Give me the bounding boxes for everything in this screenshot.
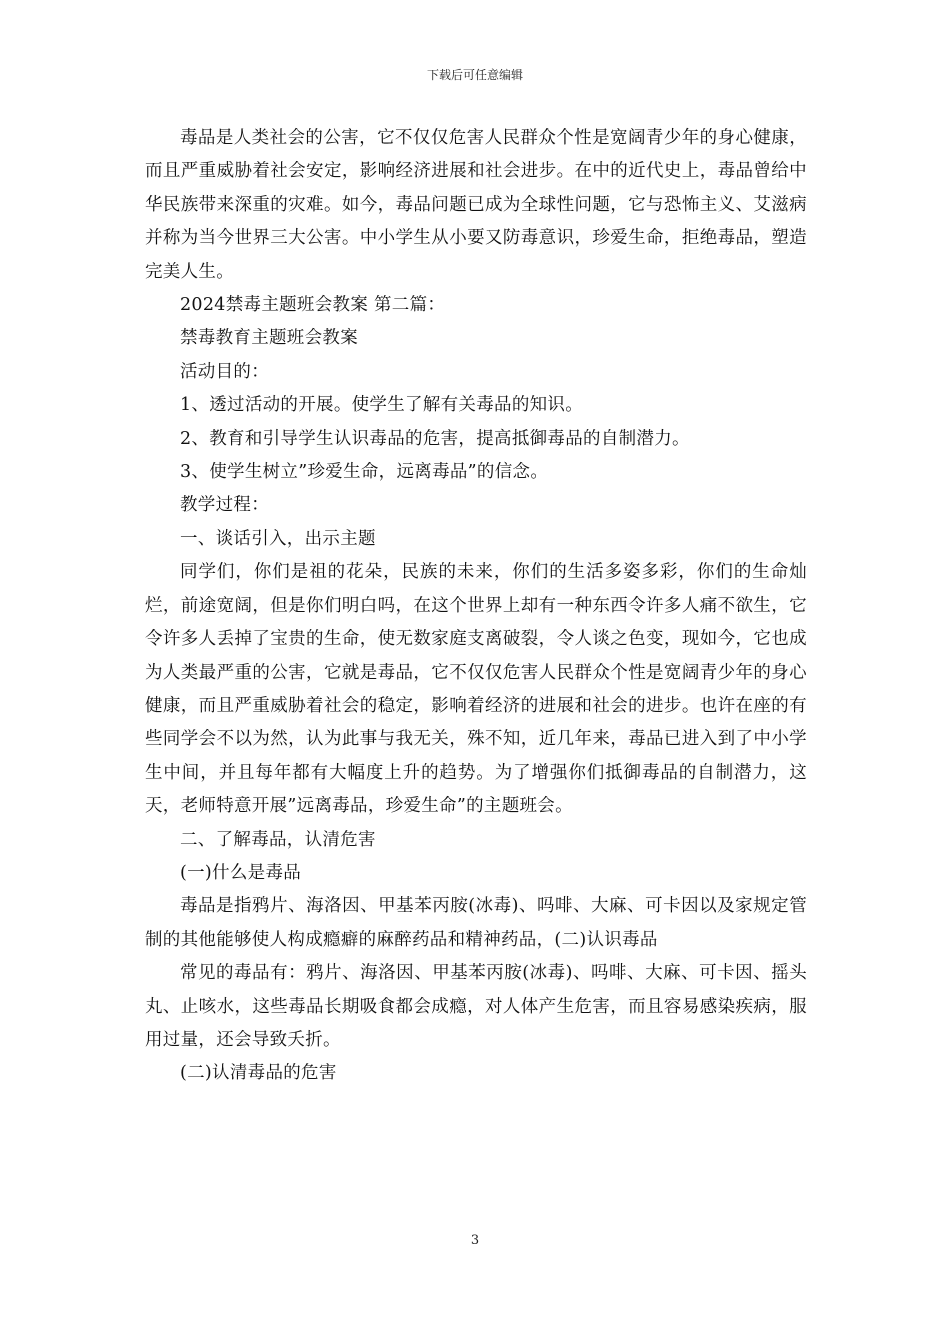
paragraph: 禁毒教育主题班会教案 bbox=[180, 328, 358, 349]
paragraph: 毒品是人类社会的公害，它不仅仅危害人民群众个性是宽阔青少年的身心健康，而且严重威胁着社会安定，影响经济进展和社会进步。在中的近代史上，毒品曾给中华民族带来深重的灾难。如今，毒品问题已成为全球性问题，它与恐怖主义、艾滋病并称为当今世界三大公害。中小学生从小要又防毒意识，珍爱生命，拒绝毒品，塑造完美人生。 bbox=[145, 128, 807, 282]
paragraph: 3、使学生树立”珍爱生命，远离毒品”的信念。 bbox=[180, 462, 549, 483]
paragraph: 教学过程： bbox=[180, 495, 269, 516]
paragraph: 同学们，你们是祖的花朵，民族的未来，你们的生活多姿多彩，你们的生命灿烂，前途宽阔，但是你们明白吗，在这个世界上却有一种东西令许多人痛不欲生，它令许多人丢掉了宝贵的生命，使无数家庭支离破裂，令人谈之色变，现如今，它也成为人类最严重的公害，它就是毒品，它不仅仅危害人民群众个性是宽阔青少年的身心健康，而且严重威胁着社会的稳定，影响着经济的进展和社会的进步。也许在座的有些同学会不以为然，认为此事与我无关，殊不知，近几年来，毒品已进入到了中小学生中间，并且每年都有大幅度上升的趋势。为了增强你们抵御毒品的自制潜力，这天，老师特意开展”远离毒品，珍爱生命”的主题班会。 bbox=[145, 562, 807, 817]
page-number: 3 bbox=[470, 1233, 480, 1248]
paragraph: 2024禁毒主题班会教案 第二篇： bbox=[180, 295, 446, 316]
paragraph: (一)什么是毒品 bbox=[180, 862, 302, 883]
header-note: 下载后可任意编辑 bbox=[426, 68, 523, 82]
paragraph: 一、谈话引入，出示主题 bbox=[180, 528, 376, 549]
document-body bbox=[145, 122, 807, 1091]
paragraph: 常见的毒品有：鸦片、海洛因、甲基苯丙胺(冰毒)、吗啡、大麻、可卡因、摇头丸、止咳水，这些毒品长期吸食都会成瘾，对人体产生危害，而且容易感染疾病，服用过量，还会导致夭折。 bbox=[145, 963, 807, 1050]
paragraph: 二、了解毒品，认清危害 bbox=[180, 829, 376, 850]
paragraph: 1、透过活动的开展。使学生了解有关毒品的知识。 bbox=[180, 395, 584, 416]
paragraph: 2、教育和引导学生认识毒品的危害，提高抵御毒品的自制潜力。 bbox=[180, 428, 690, 449]
paragraph: 活动目的： bbox=[180, 361, 269, 382]
paragraph: 毒品是指鸦片、海洛因、甲基苯丙胺(冰毒)、吗啡、大麻、可卡因以及家规定管制的其他能够使人构成瘾癖的麻醉药品和精神药品，(二)认识毒品 bbox=[145, 896, 807, 950]
paragraph: (二)认清毒品的危害 bbox=[180, 1063, 337, 1084]
